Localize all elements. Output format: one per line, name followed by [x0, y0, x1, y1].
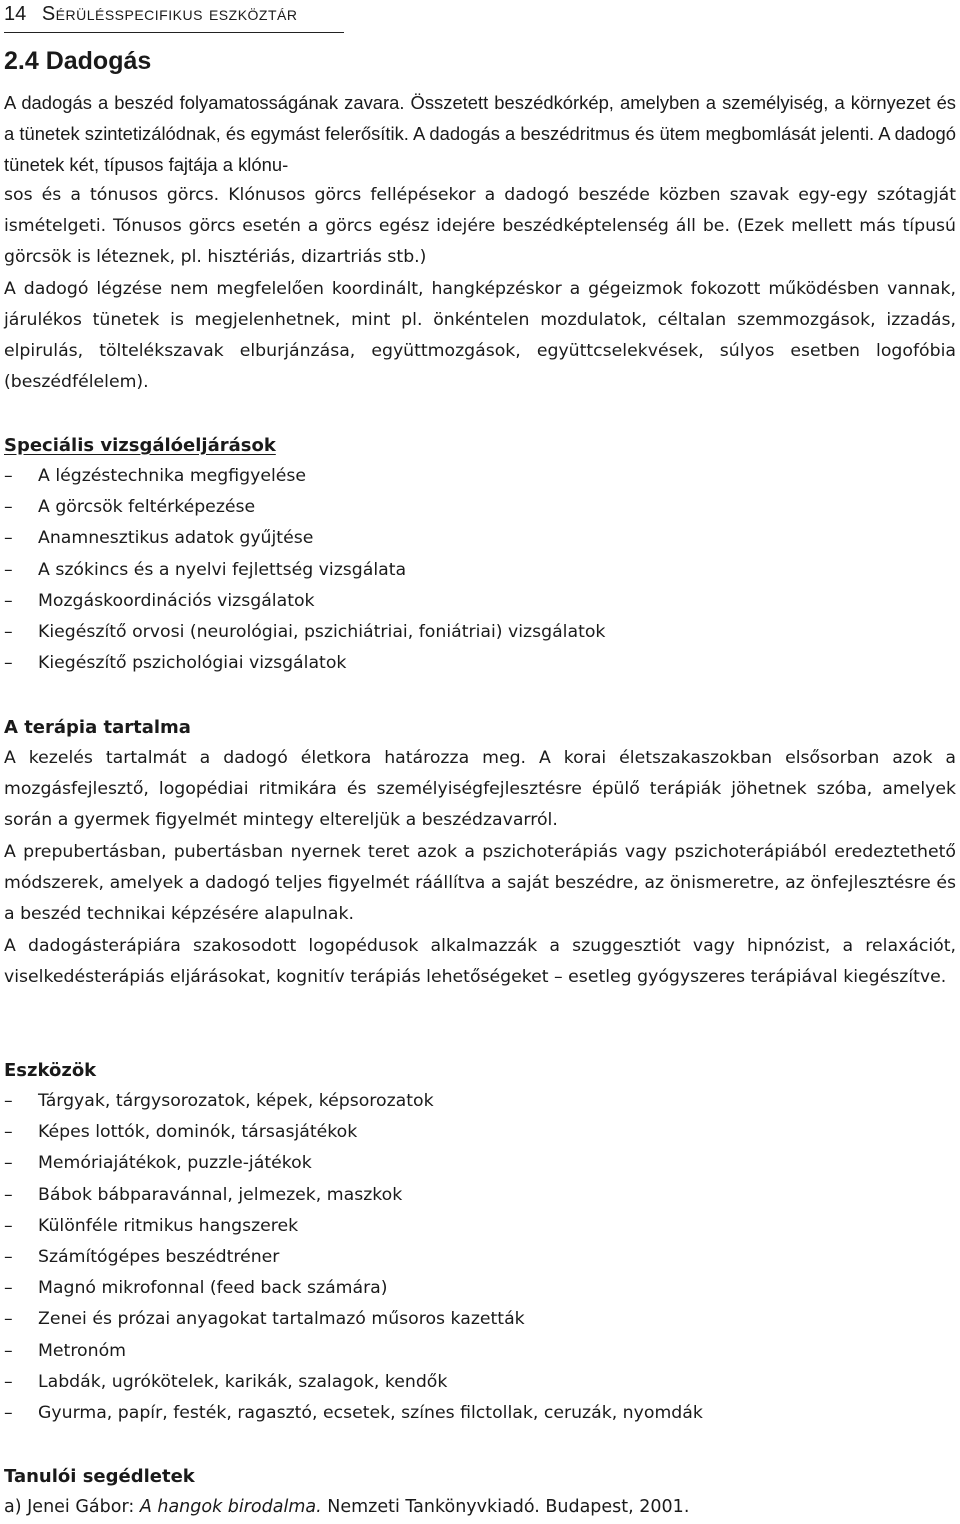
therapy-paragraph-1: A kezelés tartalmát a dadogó életkora határozza meg. A korai életszakaszokban elsősorban azok a mozgásfejlesztő, logopédiai ritmikára és személyiségfejlesztésre épülő terápiák jöhetnek szóba, amelyek során a gyermek figyelmét mintegy eltereljük a beszédzavarról.: [4, 748, 956, 830]
list-dash: –: [4, 1371, 13, 1392]
list-item: – Különféle ritmikus hangszerek: [4, 1211, 703, 1242]
list-item: – Zenei és prózai anyagokat tartalmazó műsoros kazetták: [4, 1304, 703, 1335]
list-dash: –: [4, 559, 13, 580]
list-dash: –: [4, 590, 13, 611]
list-dash: –: [4, 466, 13, 486]
intro-paragraph-3: A dadogó légzése nem megfelelően koordinált, hangképzéskor a gégeizmok fokozott működésben vannak, járulékos tünetek is megjelenhetnek, mint pl. önkéntelen mozdulatok, céltalan szemmozgások, izzadás, elpirulás, töltelékszavak elburjánzása, együttmozgások, együttcselekvések, súlyos esetben logofóbia (beszédfélelem).: [4, 279, 956, 392]
reference-entry: [4, 1492, 689, 1523]
list-item: – Kiegészítő orvosi (neurológiai, pszichiátriai, foniátriai) vizsgálatok: [4, 617, 605, 648]
list-dash: –: [4, 622, 13, 643]
list-item: – Gyurma, papír, festék, ragasztó, ecsetek, színes filctollak, ceruzák, nyomdák: [4, 1398, 703, 1429]
therapy-paragraph-2: A prepubertásban, pubertásban nyernek teret azok a pszichoterápiás vagy pszichoterápiából eredeztethető módszerek, amelyek a dadogó teljes figyelmét ráállítva a saját beszédre, az önismeretre, az önfejlesztésre és a beszéd technikai képzésére alapulnak.: [4, 842, 956, 924]
page-number: 14: [4, 3, 27, 25]
tools-heading: Eszközök: [4, 1060, 97, 1081]
therapy-heading: A terápia tartalma: [4, 717, 191, 738]
list-dash: –: [4, 1403, 13, 1424]
reference-publisher: Nemzeti Tankönyvkiadó. Budapest, 2001.: [327, 1497, 690, 1517]
list-dash: –: [4, 528, 13, 549]
list-item: – A légzéstechnika megfigyelése: [4, 461, 605, 492]
reference-author: Jenei Gábor:: [27, 1497, 135, 1517]
reference-title: A hangok birodalma.: [139, 1497, 322, 1517]
reference-marker: a): [4, 1497, 22, 1517]
running-title: Sérülésspecifikus eszköztár: [41, 3, 298, 25]
therapy-paragraph-3: A dadogásterápiára szakosodott logopédusok alkalmazzák a szuggesztiót vagy hipnózist, a relaxációt, viselkedésterápiás eljárásokat, kognitív terápiás lehetőségeket – esetleg gyógyszeres terápiával kiegészítve.: [4, 936, 956, 987]
list-dash: –: [4, 1184, 13, 1205]
list-item: – Memóriajátékok, puzzle-játékok: [4, 1148, 703, 1179]
list-item: – Számítógépes beszédtréner: [4, 1242, 703, 1273]
list-dash: –: [4, 1309, 13, 1330]
list-dash: –: [4, 1122, 13, 1143]
list-dash: –: [4, 1340, 13, 1361]
student-aids-heading: Tanulói segédletek: [4, 1466, 195, 1487]
list-dash: –: [4, 1278, 13, 1299]
list-dash: –: [4, 1091, 13, 1111]
list-item: – Metronóm: [4, 1336, 703, 1367]
list-item: – Labdák, ugrókötelek, karikák, szalagok, kendők: [4, 1367, 703, 1398]
list-item: – Kiegészítő pszichológiai vizsgálatok: [4, 648, 605, 679]
list-dash: –: [4, 497, 13, 518]
list-dash: –: [4, 653, 13, 674]
list-item: – Anamnesztikus adatok gyűjtése: [4, 523, 605, 554]
list-item: – Bábok bábparavánnal, jelmezek, maszkok: [4, 1180, 703, 1211]
running-header: [4, 0, 344, 33]
tools-list: [4, 1086, 703, 1429]
list-dash: –: [4, 1247, 13, 1268]
special-exams-heading: Speciális vizsgálóeljárások: [4, 435, 276, 456]
list-item: – A görcsök feltérképezése: [4, 492, 605, 523]
special-exams-list: [4, 461, 605, 679]
section-title: 2.4 Dadogás: [4, 47, 152, 75]
list-dash: –: [4, 1153, 13, 1174]
intro-paragraph-1: A dadogás a beszéd folyamatosságának zavara. Összetett beszédkórkép, amelyben a személyiség, a környezet és a tünetek szintetizálódnak, és egymást felerősítik. A dadogás a beszédritmus és ütem megbomlását jelenti. A dadogó tünetek két, típusos fajtája a klónu-: [4, 92, 956, 175]
list-dash: –: [4, 1215, 13, 1236]
intro-paragraph-2: sos és a tónusos görcs. Klónusos görcs fellépésekor a dadogó beszéde közben szavak egy-egy szótagját ismételgeti. Tónusos görcs esetén a görcs egész idejére beszédképtelenség áll be. (Ezek mellett más típusú görcsök is léteznek, pl. hisztériás, dizartriás stb.): [4, 185, 956, 267]
list-item: – Tárgyak, tárgysorozatok, képek, képsorozatok: [4, 1086, 703, 1117]
list-item: – Mozgáskoordinációs vizsgálatok: [4, 586, 605, 617]
list-item: – Képes lottók, dominók, társasjátékok: [4, 1117, 703, 1148]
list-item: – A szókincs és a nyelvi fejlettség vizsgálata: [4, 555, 605, 586]
list-item: – Magnó mikrofonnal (feed back számára): [4, 1273, 703, 1304]
